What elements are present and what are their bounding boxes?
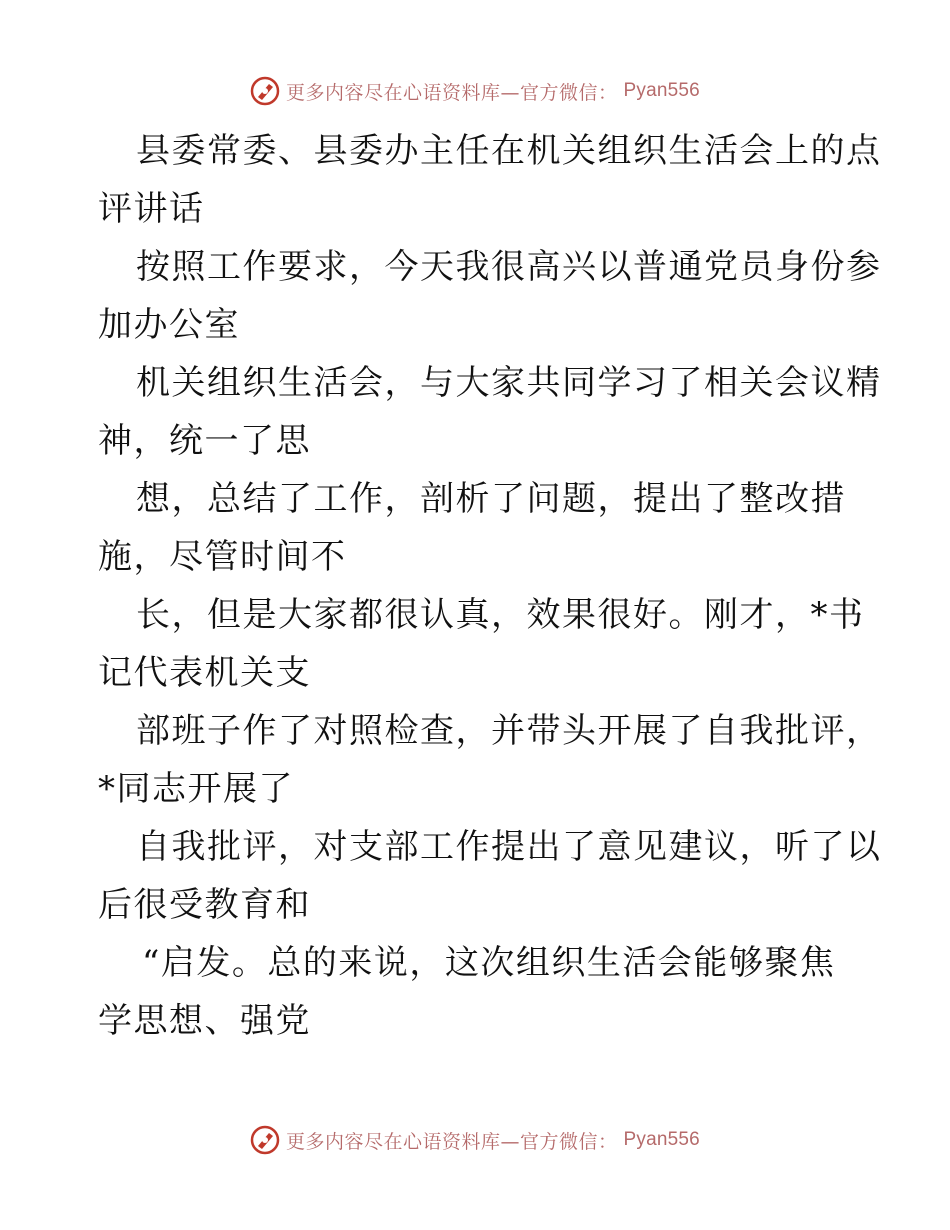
paragraph-line: “启发。总的来说，这次组织生活会能够聚焦 — [142, 943, 836, 983]
paragraph-line: 想，总结了工作，剖析了问题，提出了整改措 — [136, 479, 846, 519]
paragraph-line: 记代表机关支 — [98, 653, 311, 693]
paragraph-line: 长，但是大家都很认真，效果很好。刚才，*书 — [136, 595, 865, 635]
paragraph-line: 加办公室 — [98, 305, 240, 345]
paragraph-line: *同志开展了 — [98, 769, 294, 809]
paragraph-line: 后很受教育和 — [98, 885, 311, 925]
paragraph-line: 部班子作了对照检查，并带头开展了自我批评， — [136, 711, 882, 751]
paragraph-line: 施，尽管时间不 — [98, 537, 347, 577]
document-title-line-2: 评讲话 — [98, 189, 205, 229]
paragraph-line: 机关组织生活会，与大家共同学习了相关会议精 — [136, 363, 882, 403]
pen-circle-logo-icon — [250, 76, 280, 106]
watermark-text: 更多内容尽在心语资料库—官方微信： — [286, 81, 618, 104]
paragraph-line: 自我批评，对支部工作提出了意见建议，听了以 — [136, 827, 882, 867]
paragraph-line: 学思想、强党 — [98, 1001, 311, 1041]
watermark-wechat-id: Pyan556 — [623, 80, 700, 101]
document-body — [98, 122, 882, 1050]
header-watermark — [0, 71, 950, 111]
watermark-text: 更多内容尽在心语资料库—官方微信： — [286, 1130, 618, 1153]
paragraph-line: 神，统一了思 — [98, 421, 311, 461]
pen-circle-logo-icon — [250, 1125, 280, 1155]
document-title-line-1: 县委常委、县委办主任在机关组织生活会上的点 — [136, 131, 882, 171]
footer-watermark — [0, 1120, 950, 1160]
paragraph-line: 按照工作要求，今天我很高兴以普通党员身份参 — [136, 247, 882, 287]
watermark-wechat-id: Pyan556 — [623, 1129, 700, 1150]
